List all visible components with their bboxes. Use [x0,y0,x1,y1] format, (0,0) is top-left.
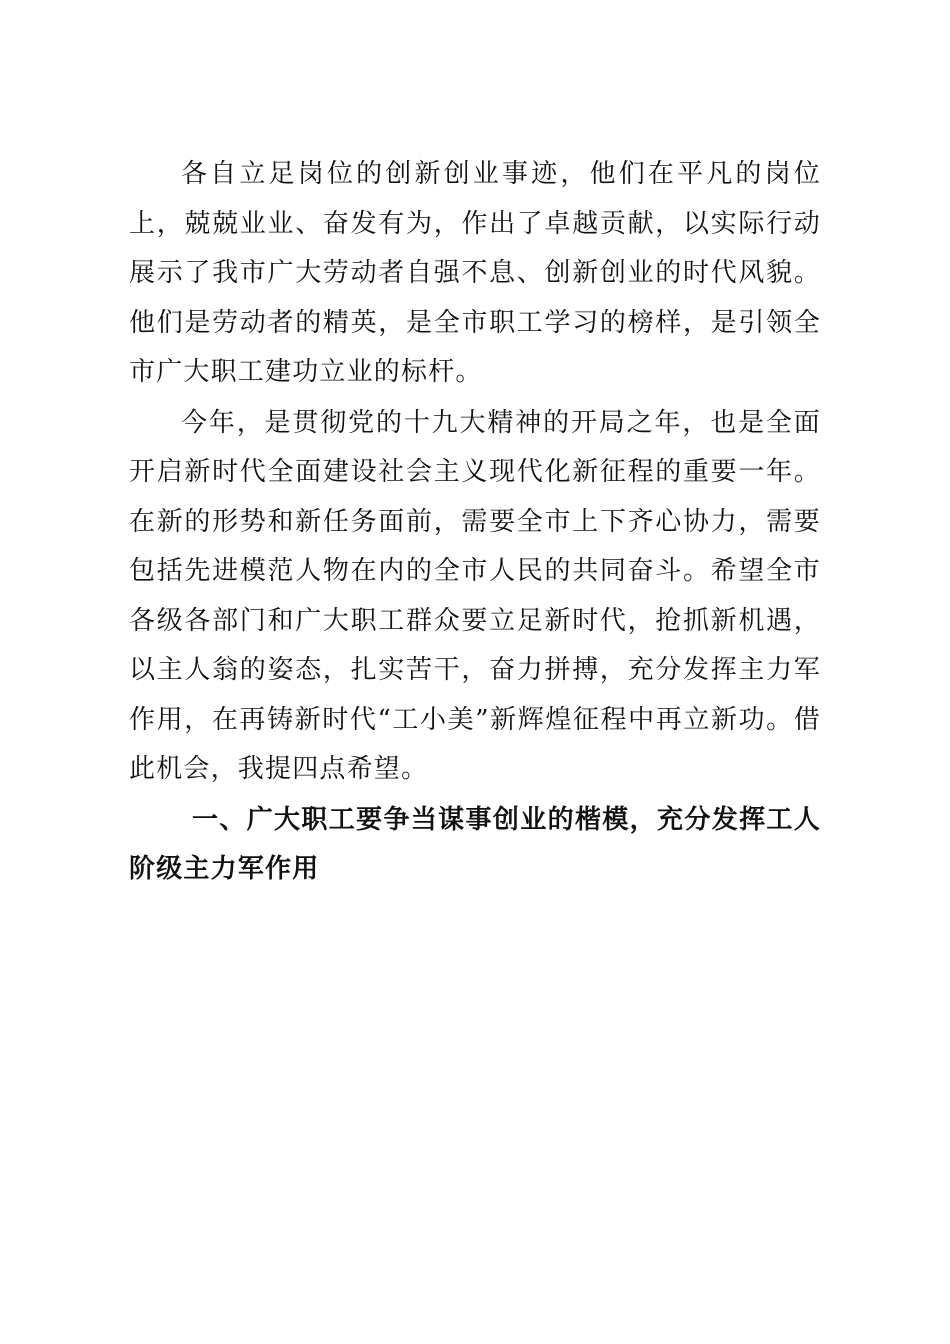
document-body [129,150,821,895]
paragraph-1: 各自立足岗位的创新创业事迹，他们在平凡的岗位上，兢兢业业、奋发有为，作出了卓越贡献，以实际行动展示了我市广大劳动者自强不息、创新创业的时代风貌。他们是劳动者的精英，是全市职工学习的榜样，是引领全市广大职工建功立业的标杆。 [129,159,821,387]
section-heading: 一、广大职工要争当谋事创业的楷模，充分发挥工人阶级主力军作用 [129,804,821,884]
paragraph-2: 今年，是贯彻党的十九大精神的开局之年，也是全面开启新时代全面建设社会主义现代化新征程的重要一年。在新的形势和新任务面前，需要全市上下齐心协力，需要包括先进模范人物在内的全市人民的共同奋斗。希望全市各级各部门和广大职工群众要立足新时代，抢抓新机遇，以主人翁的姿态，扎实苦干，奋力拼搏，充分发挥主力军作用，在再铸新时代“工小美”新辉煌征程中再立新功。借此机会，我提四点希望。 [129,407,821,784]
